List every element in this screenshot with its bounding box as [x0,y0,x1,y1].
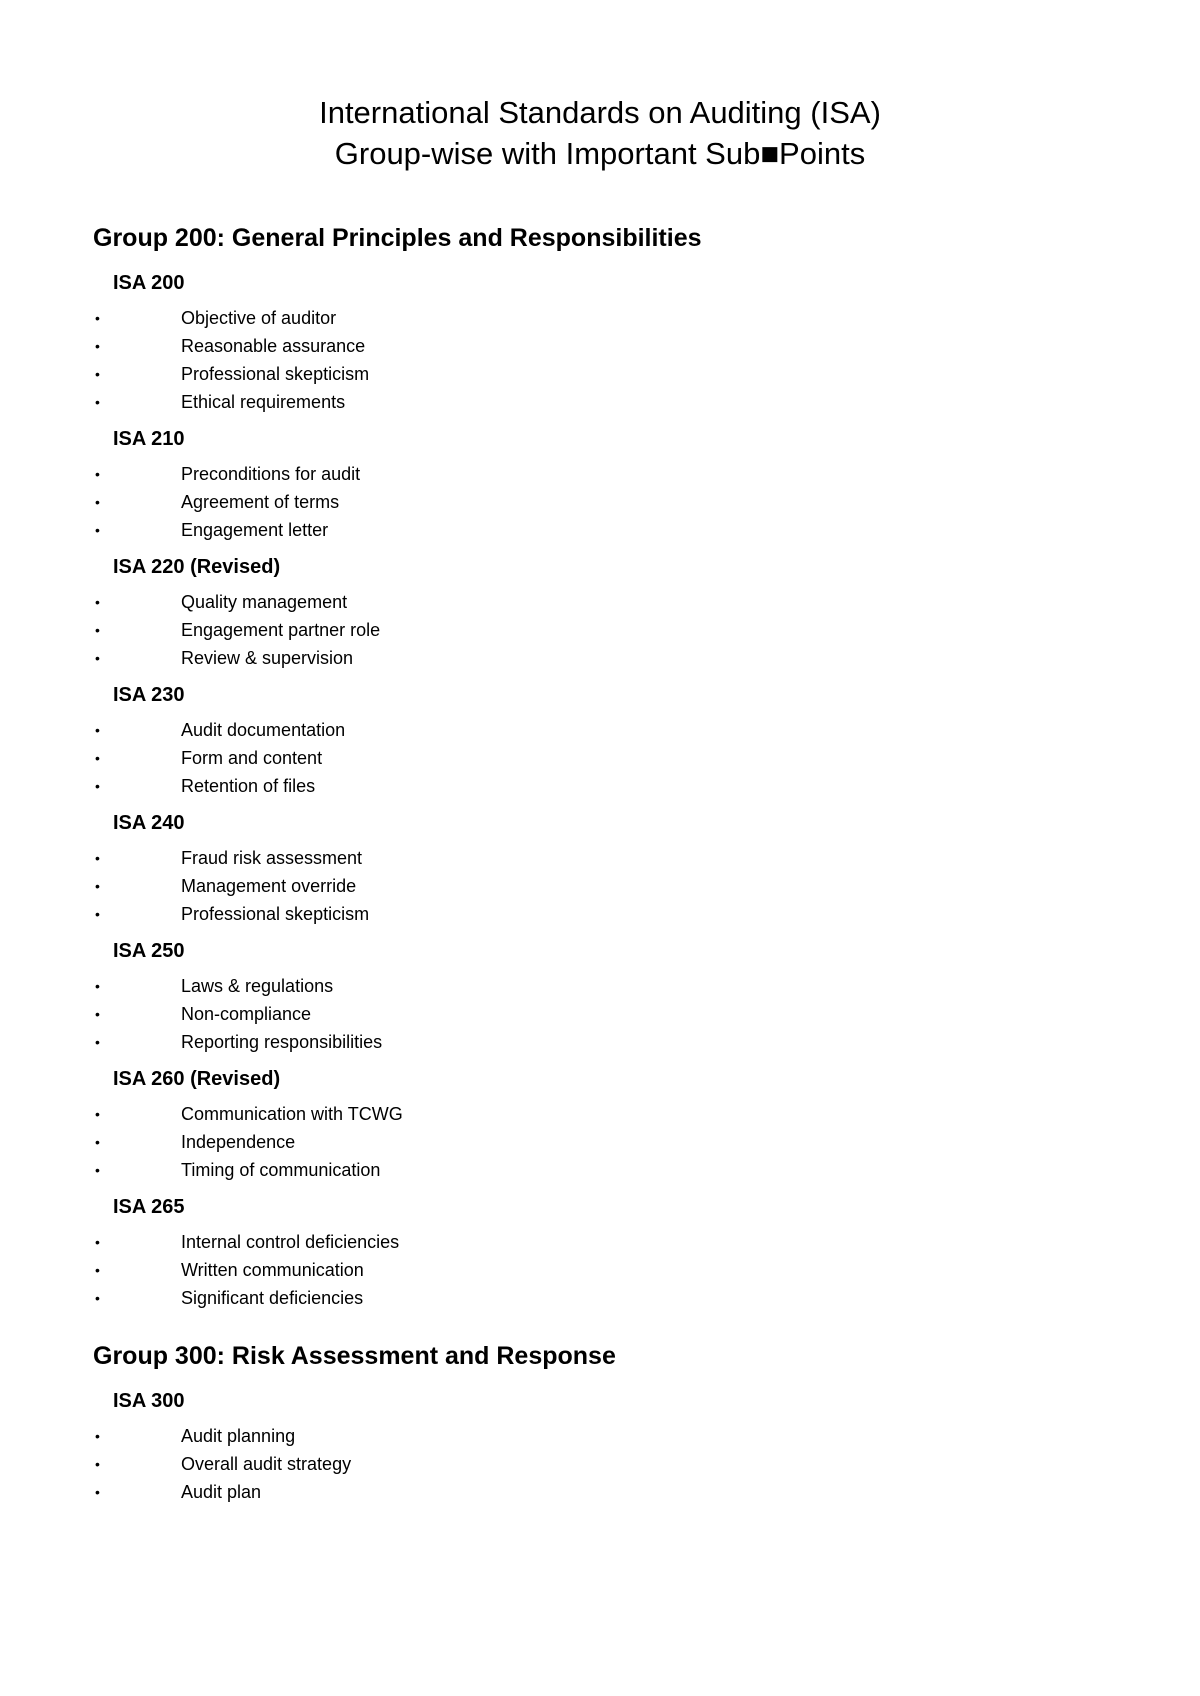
sub-point-text: Retention of files [181,776,316,796]
bullet-icon: • [95,722,100,738]
sub-point-text: Significant deficiencies [181,1288,364,1308]
bullet-icon: • [95,878,100,894]
sub-point-text: Engagement partner role [181,620,381,640]
list-item [93,360,1113,388]
sub-point-text: Professional skepticism [181,364,370,384]
bullet-icon: • [95,310,100,326]
bullet-icon: • [95,594,100,610]
bullet-icon: • [95,522,100,538]
bullet-icon: • [95,750,100,766]
sub-point-text: Overall audit strategy [181,1454,352,1474]
title-line-1: International Standards on Auditing (ISA) [319,95,881,130]
bullet-icon: • [95,1134,100,1150]
bullet-icon: • [95,1428,100,1444]
isa-heading: ISA 265 [113,1196,185,1218]
sub-point-text: Professional skepticism [181,904,370,924]
list-item [93,332,1113,360]
document-title [0,92,1200,174]
list-item [93,516,1113,544]
sub-point-text: Audit documentation [181,720,346,740]
sub-point-text: Independence [181,1132,296,1152]
bullet-icon: • [95,466,100,482]
sub-point-text: Communication with TCWG [181,1104,403,1124]
list-item [93,1028,1113,1056]
sub-point-text: Timing of communication [181,1160,381,1180]
bullet-icon: • [95,1456,100,1472]
isa-standard [93,554,1113,672]
list-item [93,744,1113,772]
isa-heading: ISA 240 [113,812,185,834]
list-item [93,488,1113,516]
sub-point-text: Laws & regulations [181,976,334,996]
list-item [93,1128,1113,1156]
bullet-icon: • [95,494,100,510]
sub-point-text: Objective of auditor [181,308,337,328]
list-item [93,1000,1113,1028]
list-item [93,1450,1113,1478]
list-item [93,1422,1113,1450]
isa-heading: ISA 200 [113,272,185,294]
bullet-icon: • [95,906,100,922]
bullet-icon: • [95,1234,100,1250]
bullet-icon: • [95,1034,100,1050]
sub-point-text: Engagement letter [181,520,329,540]
list-item [93,1256,1113,1284]
list-item [93,772,1113,800]
list-item [93,616,1113,644]
title-line-2: Group-wise with Important Sub■Points [334,136,866,171]
sub-point-text: Management override [181,876,357,896]
bullet-icon: • [95,850,100,866]
isa-heading: ISA 250 [113,940,185,962]
sub-point-text: Internal control deficiencies [181,1232,400,1252]
sub-point-list [93,972,1113,1056]
sub-point-text: Reporting responsibilities [181,1032,383,1052]
isa-standard [93,1388,1113,1506]
sub-point-list [93,1228,1113,1312]
list-item [93,388,1113,416]
sub-point-list [93,460,1113,544]
bullet-icon: • [95,650,100,666]
bullet-icon: • [95,622,100,638]
sub-point-list [93,716,1113,800]
list-item [93,844,1113,872]
isa-heading: ISA 230 [113,684,185,706]
bullet-icon: • [95,978,100,994]
list-item [93,1284,1113,1312]
isa-heading: ISA 300 [113,1390,185,1412]
sub-point-text: Ethical requirements [181,392,346,412]
list-item [93,588,1113,616]
sub-point-text: Agreement of terms [181,492,340,512]
bullet-icon: • [95,1106,100,1122]
bullet-icon: • [95,338,100,354]
list-item [93,1228,1113,1256]
sub-point-list [93,1422,1113,1506]
sub-point-text: Non-compliance [181,1004,312,1024]
list-item [93,1478,1113,1506]
list-item [93,1156,1113,1184]
isa-standard [93,1194,1113,1312]
document-content [93,222,1113,1516]
bullet-icon: • [95,1162,100,1178]
bullet-icon: • [95,1262,100,1278]
list-item [93,304,1113,332]
isa-standard [93,1066,1113,1184]
bullet-icon: • [95,394,100,410]
list-item [93,460,1113,488]
isa-standard [93,270,1113,416]
list-item [93,716,1113,744]
isa-standard [93,810,1113,928]
bullet-icon: • [95,366,100,382]
group-section [93,1340,1113,1506]
list-item [93,1100,1113,1128]
isa-heading: ISA 210 [113,428,185,450]
sub-point-text: Fraud risk assessment [181,848,363,868]
bullet-icon: • [95,778,100,794]
sub-point-text: Form and content [181,748,323,768]
list-item [93,644,1113,672]
bullet-icon: • [95,1484,100,1500]
isa-standard [93,682,1113,800]
sub-point-text: Review & supervision [181,648,354,668]
group-section [93,222,1113,1312]
sub-point-list [93,588,1113,672]
isa-standard [93,426,1113,544]
isa-heading: ISA 260 (Revised) [113,1068,281,1090]
bullet-icon: • [95,1290,100,1306]
group-heading: Group 200: General Principles and Responsibilities [93,224,702,252]
bullet-icon: • [95,1006,100,1022]
isa-heading: ISA 220 (Revised) [113,556,281,578]
sub-point-list [93,844,1113,928]
isa-standard [93,938,1113,1056]
sub-point-text: Written communication [181,1260,364,1280]
sub-point-list [93,304,1113,416]
list-item [93,872,1113,900]
sub-point-text: Audit plan [181,1482,262,1502]
sub-point-text: Reasonable assurance [181,336,366,356]
sub-point-text: Quality management [181,592,348,612]
group-heading: Group 300: Risk Assessment and Response [93,1342,616,1370]
list-item [93,972,1113,1000]
list-item [93,900,1113,928]
sub-point-list [93,1100,1113,1184]
sub-point-text: Audit planning [181,1426,296,1446]
sub-point-text: Preconditions for audit [181,464,361,484]
